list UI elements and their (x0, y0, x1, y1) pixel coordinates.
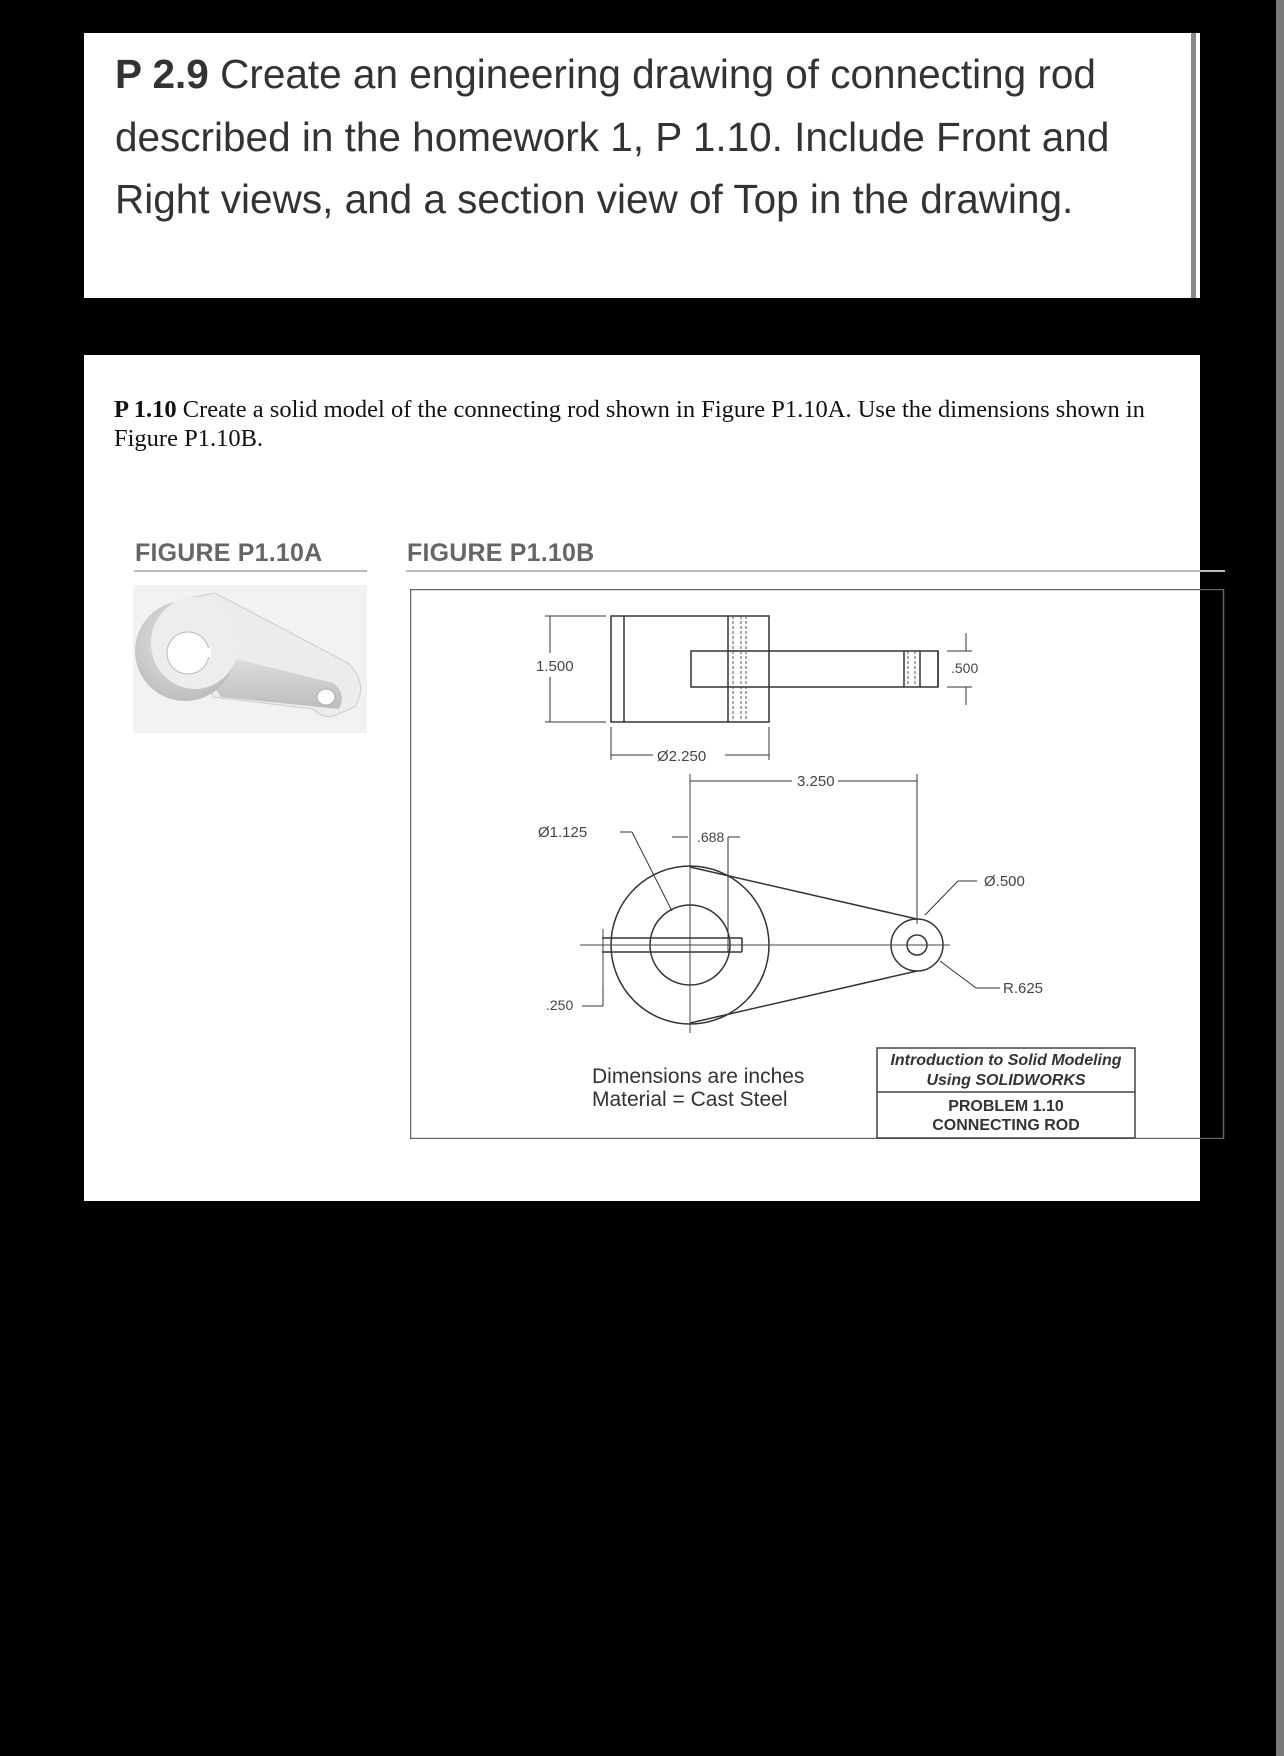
figure-a-label: FIGURE P1.10A (135, 539, 323, 567)
top-view-hidden-lines (733, 616, 915, 722)
material-note: Material = Cast Steel (592, 1088, 788, 1111)
radius-leader (940, 961, 1000, 988)
problem-number: P 1.10 (114, 396, 177, 423)
center-lines (580, 774, 950, 1033)
center-distance-text: 3.250 (797, 773, 835, 790)
boss-diameter-text: Ø2.250 (657, 748, 707, 765)
title-line-2: Using SOLIDWORKS (926, 1072, 1086, 1089)
title-line-4: CONNECTING ROD (932, 1117, 1080, 1134)
connecting-rod-3d-image (133, 585, 367, 733)
drawing-svg (410, 589, 1225, 1139)
key-width-dimension (582, 989, 603, 1006)
window-scrollbar-edge (1276, 0, 1284, 1756)
thickness-dimension-text: .500 (951, 660, 979, 676)
key-offset-text: .688 (697, 829, 725, 845)
problem-text (114, 395, 1174, 453)
engineering-drawing (410, 589, 1225, 1139)
hole-diameter-leader (620, 832, 672, 911)
small-hole-leader (925, 881, 977, 915)
title-line-3: PROBLEM 1.10 (948, 1098, 1064, 1115)
figure-b-label: FIGURE P1.10B (407, 539, 595, 567)
problem-body: Create a solid model of the connecting rod shown in Figure P1.10A. Use the dimensions shown in Figure P1.10B. (114, 396, 1145, 452)
title-line-1: Introduction to Solid Modeling (890, 1052, 1122, 1069)
small-hole-text: Ø.500 (984, 873, 1025, 890)
key-offset-dimension (672, 837, 740, 952)
hole-diameter-text: Ø1.125 (538, 824, 588, 841)
card-scrollbar[interactable] (1188, 33, 1200, 298)
center-distance-dimension (690, 774, 917, 924)
figure-b-rule (406, 570, 1225, 572)
connecting-rod-render (133, 585, 367, 733)
key-width-text: .250 (546, 997, 574, 1013)
question-body: Create an engineering drawing of connecting rod described in the homework 1, P 1.10. Include Front and Right views, and a section view of Top in the drawing. (115, 51, 1110, 222)
top-view (611, 616, 938, 722)
figure-a-rule (134, 570, 367, 572)
problem-card (84, 355, 1200, 1201)
question-text (115, 43, 1155, 231)
units-note: Dimensions are inches (592, 1065, 805, 1088)
height-dimension-text: 1.500 (536, 658, 574, 675)
radius-text: R.625 (1003, 980, 1044, 997)
question-number: P 2.9 (115, 51, 209, 97)
question-card (84, 33, 1200, 298)
